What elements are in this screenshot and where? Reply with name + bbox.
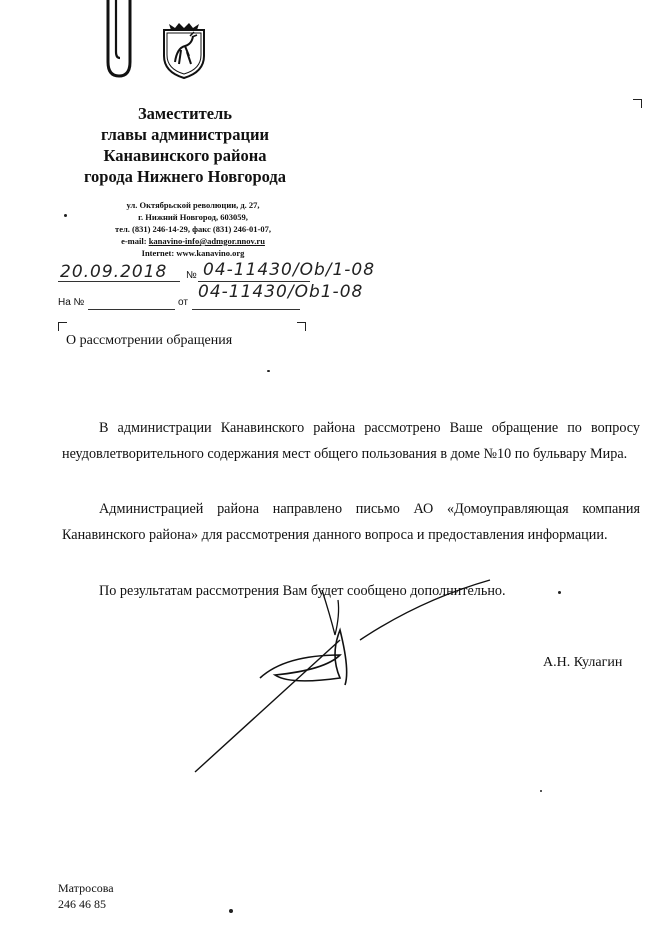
address-city: г. Нижний Новгород, 603059, bbox=[138, 212, 248, 222]
executor-name: Матросова bbox=[58, 881, 114, 895]
handwritten-signature bbox=[190, 560, 500, 775]
body-paragraph: По результатам рассмотрения Вам будет сообщено дополнительно. bbox=[99, 583, 506, 599]
bracket-left bbox=[58, 322, 67, 331]
email-link[interactable]: kanavino-info@admgor.nnov.ru bbox=[148, 236, 265, 246]
coat-of-arms-emblem bbox=[161, 22, 207, 80]
scan-speck bbox=[229, 909, 233, 913]
address-email-line bbox=[78, 235, 308, 247]
address-phone: тел. (831) 246-14-29, факс (831) 246-01-07, bbox=[115, 224, 271, 234]
executor-phone: 246 46 85 bbox=[58, 897, 106, 911]
address-internet: Internet: www.kanavino.org bbox=[141, 248, 245, 258]
email-label: e-mail: bbox=[121, 236, 147, 246]
registration-date: 20.09.2018 bbox=[60, 262, 168, 282]
header-title-line1: Заместитель bbox=[137, 104, 233, 123]
header-title-line4: города Нижнего Новгорода bbox=[83, 167, 287, 186]
scan-speck bbox=[540, 790, 542, 792]
number-sign: № bbox=[186, 270, 197, 281]
body-paragraph: В администрации Канавинского района рассмотрено Ваше обращение по вопросу неудовлетворительного содержания мест общего пользования в доме №10 по бульвару Мира. bbox=[62, 420, 640, 462]
header-title-line3: Канавинского района bbox=[103, 146, 267, 165]
registration-number: 04-11430/Ob/1-08 bbox=[203, 260, 376, 280]
scan-speck bbox=[558, 591, 561, 594]
scan-speck bbox=[64, 214, 67, 217]
address-street: ул. Октябрьской революции, д. 27, bbox=[126, 200, 260, 210]
header-title-line2: главы администрации bbox=[100, 125, 269, 144]
signer-name: А.Н. Кулагин bbox=[543, 655, 623, 670]
body-paragraph: Администрацией района направлено письмо АО «Домоуправляющая компания Канавинского района» для рассмотрения данного вопроса и предоставления информации. bbox=[62, 501, 640, 543]
date-underline bbox=[58, 281, 180, 282]
letter-subject: О рассмотрении обращения bbox=[66, 333, 233, 348]
fold-mark bbox=[633, 99, 642, 108]
registration-number-second: 04-11430/Ob1-08 bbox=[198, 282, 364, 302]
paper-clip bbox=[96, 0, 142, 82]
from-underline bbox=[192, 309, 300, 310]
scan-speck bbox=[267, 370, 270, 372]
from-label: от bbox=[178, 297, 188, 308]
in-reply-underline bbox=[88, 309, 175, 310]
in-reply-label: На № bbox=[58, 297, 85, 308]
bracket-right bbox=[297, 322, 306, 331]
